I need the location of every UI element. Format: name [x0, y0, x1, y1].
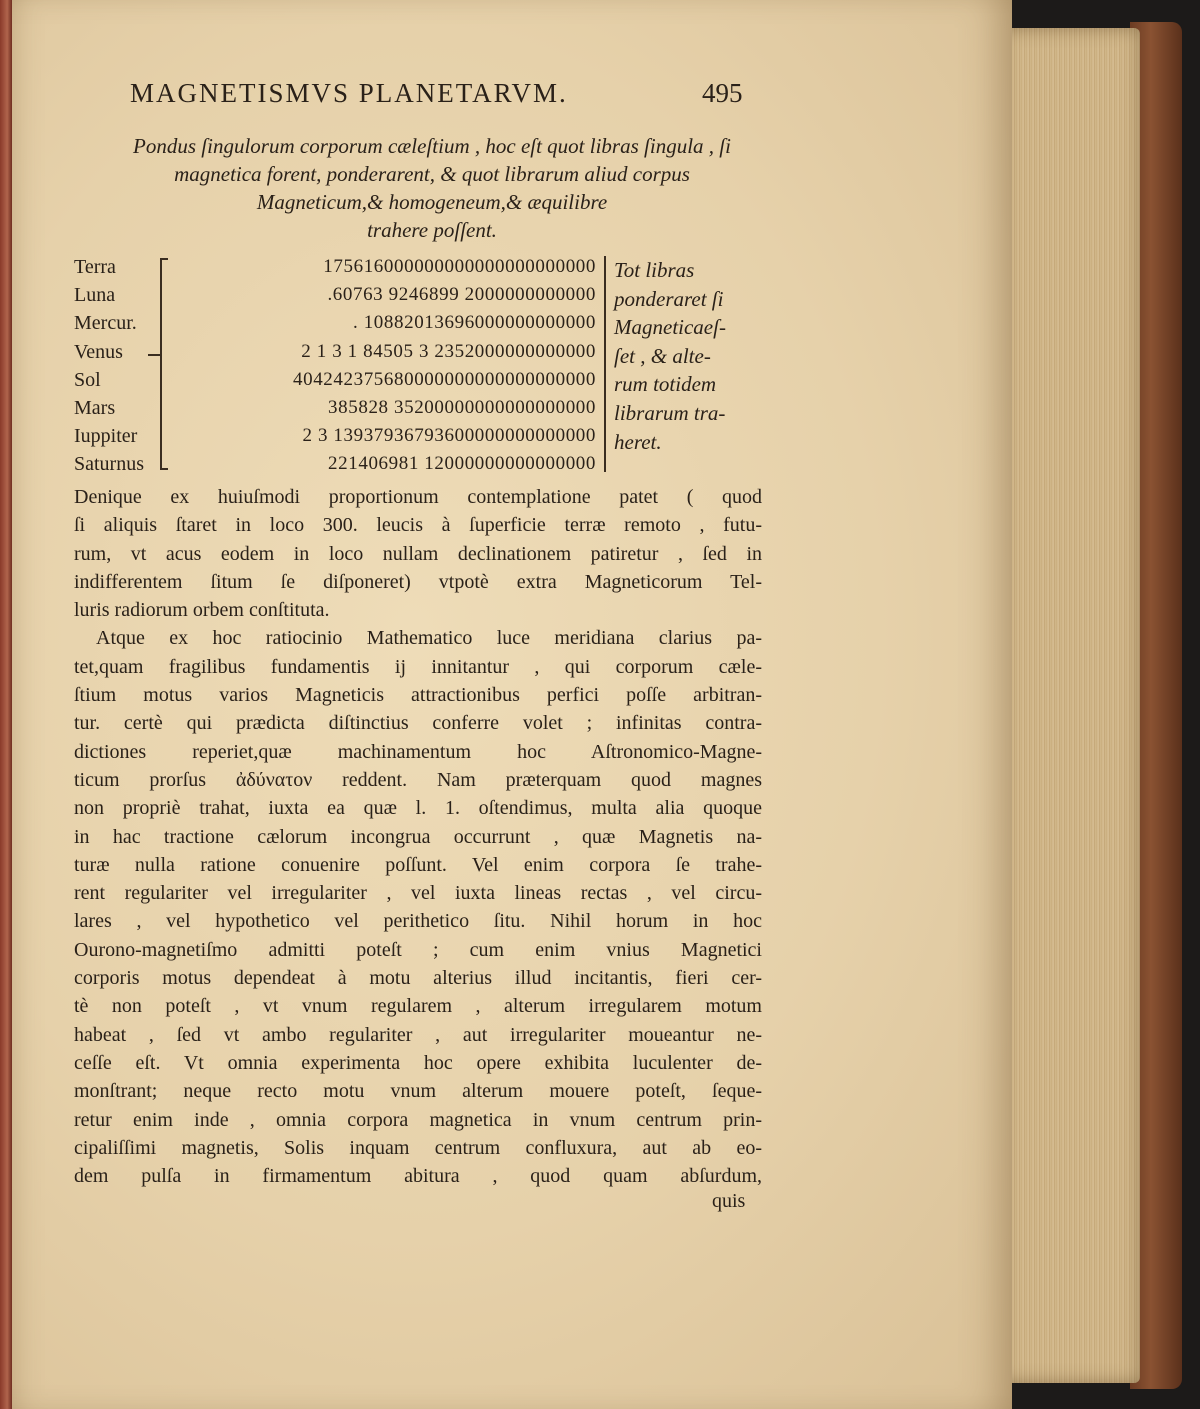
text-line: corporis motus dependeat à motu alterius illud incitantis, fieri cer-	[74, 967, 762, 990]
planet-name: Saturnus	[74, 453, 144, 476]
planet-name: Luna	[74, 284, 116, 307]
table-row	[74, 394, 614, 422]
text-line: lares , vel hypothetico vel perithetico ſitu. Nihil horum in hoc	[74, 910, 762, 933]
side-note-line: librarum tra-	[614, 400, 726, 425]
planet-weight: 2 3 13937936793600000000000000	[302, 425, 596, 447]
planet-weight-table	[74, 253, 614, 479]
text-line: ſi aliquis ſtaret in loco 300. leucis à ſuperficie terræ remoto , futu-	[74, 514, 762, 537]
text-line: rum, vt acus eodem in loco nullam declinationem patiretur , ſed in	[74, 542, 762, 565]
planet-weight: .60763 9246899 2000000000000	[327, 284, 596, 306]
body-text	[74, 483, 762, 1190]
text-line: retur enim inde , omnia corpora magnetica in vnum centrum prin-	[74, 1108, 762, 1131]
text-line: dem pulſa in firmamentum abitura , quod quam abſurdum,	[74, 1165, 762, 1188]
table-row	[74, 366, 614, 394]
side-note-line: ponderaret ſi	[614, 286, 724, 311]
planet-weight: 2 1 3 1 84505 3 2352000000000000	[301, 340, 596, 362]
text-line: rent regulariter vel irregulariter , vel iuxta lineas rectas , vel circu-	[74, 882, 762, 905]
text-line: cipaliſſimi magnetis, Solis inquam centrum confluxura, aut ab eo-	[74, 1136, 762, 1159]
text-line: luris radiorum orbem conſtituta.	[74, 599, 330, 622]
text-line: monſtrant; neque recto motu vnum alterum mouere poteſt, ſeque-	[74, 1080, 762, 1103]
text-line: tet,quam fragilibus fundamentis ij innitantur , qui corporum cæle-	[74, 655, 762, 678]
page-stack-edges	[1000, 28, 1140, 1383]
planet-name: Mercur.	[74, 312, 137, 335]
text-line: turæ nulla ratione conuenire poſſunt. Vel enim corpora ſe trahe-	[74, 853, 762, 876]
book-page	[12, 0, 1012, 1409]
caption-line: Pondus ſingulorum corporum cæleſtium , hoc eſt quot libras ſingula , ſi	[133, 134, 731, 158]
text-line: Ourono-magnetiſmo admitti poteſt ; cum enim vnius Magnetici	[74, 938, 762, 961]
planet-name: Sol	[74, 368, 101, 391]
planet-name: Terra	[74, 256, 116, 278]
text-line: non propriè trahat, iuxta ea quæ l. 1. oſtendimus, multa alia quoque	[74, 797, 762, 820]
planet-name: Venus	[74, 340, 123, 363]
side-note-line: heret.	[614, 429, 662, 454]
planet-name: Iuppiter	[74, 425, 138, 448]
text-line: habeat , ſed vt ambo regulariter , aut irregulariter moueantur ne-	[74, 1023, 762, 1046]
side-note-line: ſet , & alte-	[614, 343, 711, 368]
side-note	[614, 256, 794, 456]
table-caption	[72, 132, 792, 244]
table-row	[74, 309, 614, 337]
text-line: tur. certè qui prædicta diſtinctius conferre volet ; infinitas contra-	[74, 712, 762, 735]
book-cover-left-edge	[0, 0, 12, 1409]
planet-weight: 404242375680000000000000000000	[293, 368, 596, 390]
running-title: MAGNETISMVS PLANETARVM.	[130, 78, 568, 108]
table-row	[74, 450, 614, 478]
table-row	[74, 253, 614, 281]
side-note-line: Magneticaeſ-	[614, 315, 726, 340]
table-row	[74, 338, 614, 366]
side-note-line: Tot libras	[614, 258, 695, 282]
table-row	[74, 281, 614, 309]
planet-weight: 175616000000000000000000000	[323, 256, 596, 277]
table-row	[74, 422, 614, 450]
caption-line: Magneticum,& homogeneum,& æquilibre	[256, 190, 608, 214]
text-line: indifferentem ſitum ſe diſponeret) vtpotè extra Magneticorum Tel-	[74, 570, 762, 593]
text-line: Atque ex hoc ratiocinio Mathematico luce meridiana clarius pa-	[96, 627, 762, 650]
text-line: in hac tractione cælorum incongrua occurrunt , quæ Magnetis na-	[74, 825, 762, 848]
left-brace	[160, 258, 180, 470]
planet-weight: 385828 35200000000000000000	[328, 396, 596, 418]
page-number: 495	[702, 78, 743, 108]
text-line: tè non poteſt , vt vnum regularem , alterum irregularem motum	[74, 995, 762, 1018]
catchword: quis	[712, 1190, 746, 1212]
text-line: dictiones reperiet,quæ machinamentum hoc Aſtronomico-Magne-	[74, 740, 762, 763]
planet-name: Mars	[74, 396, 116, 419]
side-note-line: rum totidem	[614, 372, 717, 397]
planet-weight: . 10882013696000000000000	[353, 312, 596, 334]
planet-weight: 221406981 12000000000000000	[328, 453, 596, 475]
text-line: Denique ex huiuſmodi proportionum contemplatione patet ( quod	[74, 486, 762, 508]
caption-line: trahere poſſent.	[367, 218, 497, 242]
right-bracket-rule	[604, 256, 606, 472]
caption-line: magnetica forent, ponderarent, & quot librarum aliud corpus	[174, 162, 690, 186]
text-line: ceſſe eſt. Vt omnia experimenta hoc opere exhibita luculenter de-	[74, 1051, 762, 1074]
text-line: ticum prorſus ἀδύνατον reddent. Nam præterquam quod magnes	[74, 768, 762, 791]
text-line: ſtium motus varios Magneticis attractionibus perfici poſſe arbitran-	[74, 684, 762, 707]
